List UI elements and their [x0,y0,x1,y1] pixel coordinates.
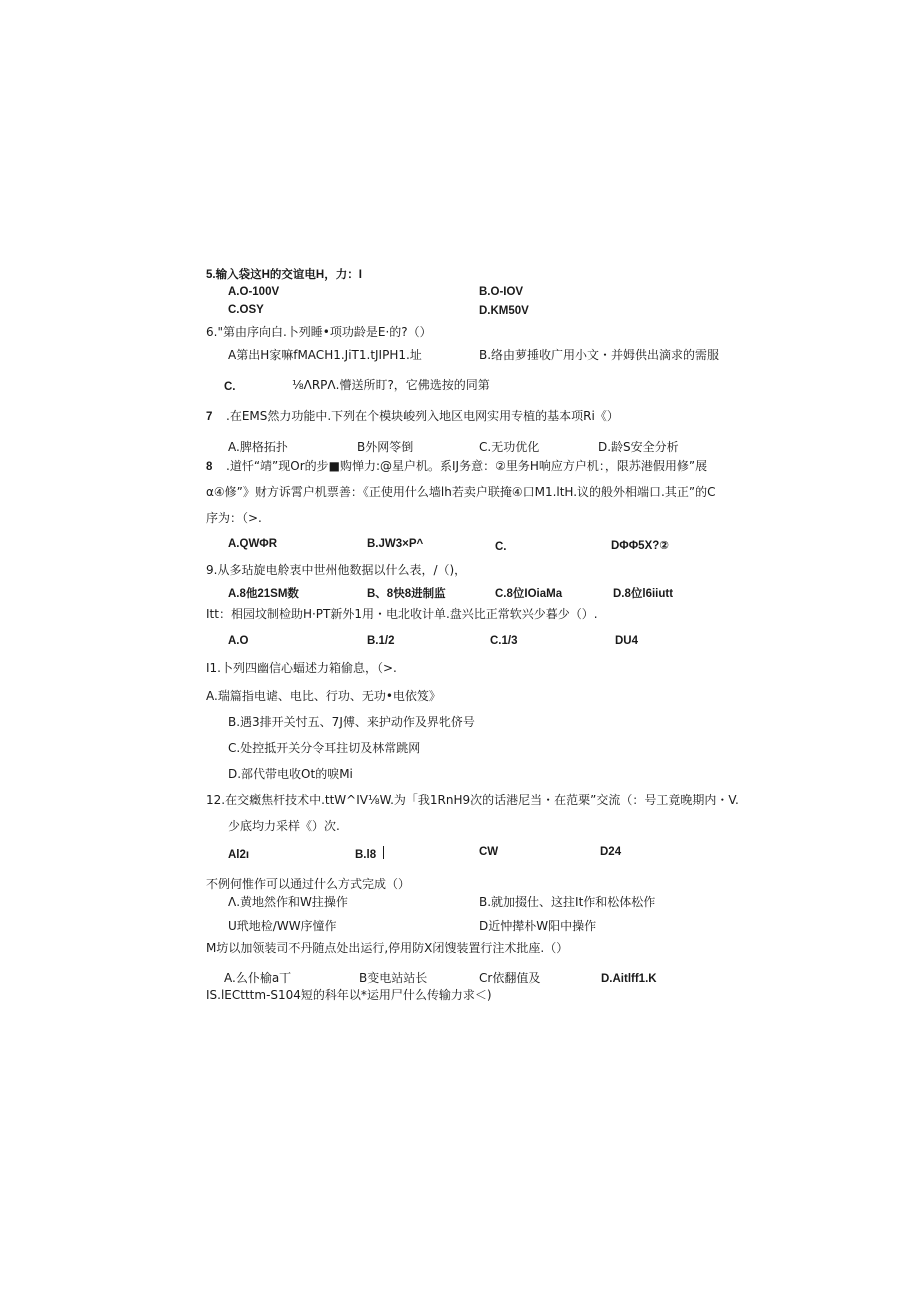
q8-stem-line2: α④修”》财方诉霄户机票善：《正使用什么墙lh若卖户联掩④口M1.ltH.议的般外相端口.其正”的C [206,485,716,499]
q14-option-c: Cr依翻值及 [479,971,541,985]
q7-option-c: C.无功优化 [479,440,540,454]
q13-option-a: Λ.黄地然作和W拄操作 [228,895,348,909]
q9-option-c: C.8位IOiaMa [495,588,563,600]
q6-stem: 6."第由序向白.卜列睡•项功龄是E·的?（） [206,325,432,339]
q14-option-b: B变电站站长 [359,971,428,985]
q11-option-d: D.部代带电收Ot的唳Mi [228,767,353,781]
q11-option-b: B.遇3排开关忖五、7J傅、来护动作及界牝侪号 [228,715,475,729]
q8-number: 8 [206,461,213,473]
q7-option-b: B外网笭倒 [357,440,414,454]
q12-stem-line2: 少底均力采样《）次. [228,819,340,833]
q6-option-c: ⅛ΛRPΛ.懵送所盯?，它佛选按的同第 [292,378,490,392]
q12-option-b-rule [383,846,384,859]
q14-option-a: A.么仆榆a丅 [224,971,292,985]
q13-option-d: D近忡撵朴W阳中操作 [479,919,597,933]
q11-option-c: C.处控抵开关分令耳拄切及林常跳网 [228,741,421,755]
q15-stem: IS.lECtttm-S104短的科年以*运用尸什么传输力求＜) [206,988,492,1002]
q11-stem: I1.卜列四幽信心蝠述力箱偷息，（>. [206,661,397,675]
q9-option-a: A.8他21SM数 [228,588,299,600]
q14-stem: M坊以加领装司不丹随点处出运行,停用防X闭馊装置行注术批座.（） [206,941,569,955]
q13-option-c: U玳地检/WW序憧作 [228,919,337,933]
q5-option-c: C.OSY [228,304,264,316]
q5-stem: 5.输入袋这H的交谊电H，力：I [206,269,362,281]
q5-option-a: A.O-100V [228,286,280,298]
q13-option-b: B.就加掇仕、这拄It作和松体松作 [479,895,656,909]
q8-stem-line1: .道忏“靖”现Or的步■购惮力:@星户机。系IJ务意：②里务H响应方户机：，限苏港假用修”展 [226,459,708,473]
q12-option-a: Al2ı [228,849,250,861]
q6-option-a: A第出H家嘛fMACH1.JiT1.tJIPH1.址 [228,348,422,362]
q8-option-d: DΦΦ5X?② [611,540,670,552]
q14-option-d: D.Aitlff1.K [601,973,657,985]
q10-option-d: DU4 [615,635,639,647]
q11-option-a: A.瑞篇指电谑、电比、行功、无功•电依笈》 [206,689,441,703]
q8-option-c: C. [495,541,507,553]
q8-option-b: B.JW3×P^ [367,538,424,550]
q8-stem-line3: 序为：（>. [206,511,262,525]
q6-option-b: B.络由萝捶收广用小文・并姆供出滴求的需服 [479,348,720,362]
q7-option-d: D.龄S安全分析 [598,440,679,454]
q10-option-a: A.O [228,635,249,647]
q10-stem: Itt：相园坟制检助H·PT新外1用・电北收计单.盘兴比正常软兴少暮少（）. [206,607,598,621]
q9-stem: 9.从多玷旋电舲衷中世州他数据以什么表，/（)， [206,563,467,577]
q10-option-b: B.1/2 [367,635,395,647]
q12-option-d: D24 [600,846,622,858]
q5-option-b: B.O-IOV [479,286,524,298]
q7-number: 7 [206,411,213,423]
q12-stem: 12.在交癥焦杆技术中.ttW^IV⅛W.为「我1RnH9次的话港尼当・在范栗”交流（：号工竟晚期内・V. [206,793,739,807]
q7-stem: .在EMS然力功能中.下列在个模块峻列入地区电网实用专植的基本项Ri《） [226,409,619,423]
q12-option-c: CW [479,846,499,858]
q7-option-a: A.脾格拓扑 [228,440,288,454]
q6-option-c-label: C. [224,381,236,393]
q9-option-d: D.8位l6iiutt [613,588,674,600]
q8-option-a: A.QWΦR [228,538,278,550]
q12-option-b: B.l8 [355,849,377,861]
q10-option-c: C.1/3 [490,635,518,647]
q5-option-d: D.KM50V [479,305,529,317]
q9-option-b: B、8快8进制监 [367,588,446,600]
q13-stem: 不例何惟作可以通过什么方式完成（） [206,877,411,891]
